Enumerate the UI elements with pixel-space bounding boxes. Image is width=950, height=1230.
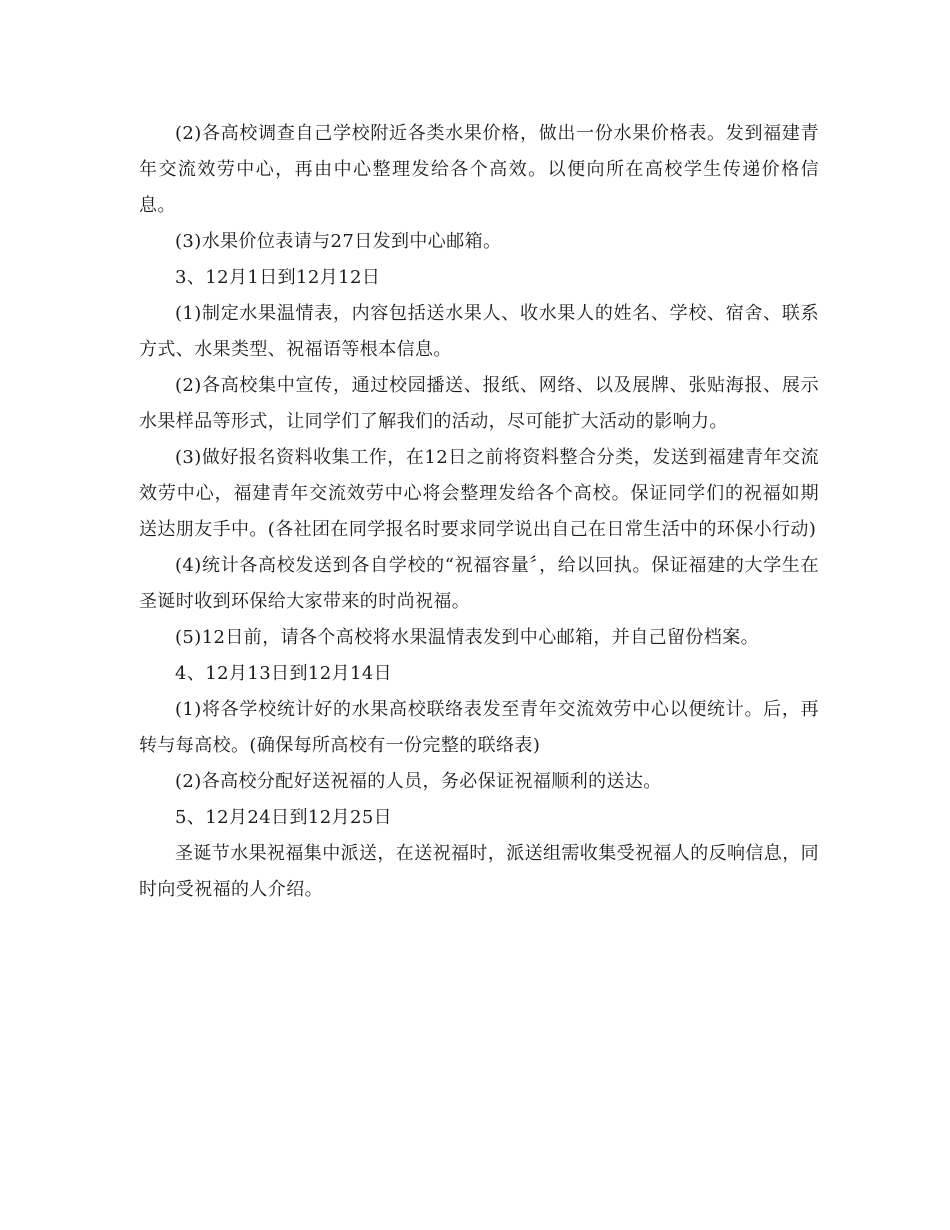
paragraph-warm-table: (1)制定水果温情表，内容包括送水果人、收水果人的姓名、学校、宿舍、联系方式、水果类型、祝福语等根本信息。 (139, 303, 819, 360)
section-heading-dec-1-12: 3、12月1日到12月12日 (175, 267, 381, 288)
paragraph-submit-warm-table: (5)12日前，请各个高校将水果温情表发到中心邮箱，并自己留份档案。 (175, 627, 759, 648)
paragraph-blessing-capacity: (4)统计各高校发送到各自学校的“祝福容量〞，给以回执。保证福建的大学生在圣诞时收到环保给大家带来的时尚祝福。 (139, 555, 819, 612)
document-body (139, 116, 819, 908)
paragraph-registration: (3)做好报名资料收集工作，在12日之前将资料整合分类，发送到福建青年交流效劳中心，福建青年交流效劳中心将会整理发给各个高校。保证同学们的祝福如期送达朋友手中。(各社团在同学报名时要求同学说出自己在日常生活中的环保小行动) (139, 447, 819, 540)
paragraph-price-table-deadline: (3)水果价位表请与27日发到中心邮箱。 (175, 231, 502, 252)
paragraph-publicity: (2)各高校集中宣传，通过校园播送、报纸、网络、以及展牌、张贴海报、展示水果样品等形式，让同学们了解我们的活动，尽可能扩大活动的影响力。 (139, 375, 819, 432)
paragraph-price-survey: (2)各高校调查自己学校附近各类水果价格，做出一份水果价格表。发到福建青年交流效劳中心，再由中心整理发给各个高效。以便向所在高校学生传递价格信息。 (139, 123, 819, 216)
paragraph-contact-table: (1)将各学校统计好的水果高校联络表发至青年交流效劳中心以便统计。后，再转与每高校。(确保每所高校有一份完整的联络表) (139, 699, 819, 756)
paragraph-delivery-staff: (2)各高校分配好送祝福的人员，务必保证祝福顺利的送达。 (175, 771, 662, 792)
section-heading-dec-24-25: 5、12月24日到12月25日 (175, 807, 393, 828)
paragraph-christmas-delivery: 圣诞节水果祝福集中派送，在送祝福时，派送组需收集受祝福人的反响信息，同时向受祝福的人介绍。 (139, 843, 819, 900)
section-heading-dec-13-14: 4、12月13日到12月14日 (175, 663, 393, 684)
